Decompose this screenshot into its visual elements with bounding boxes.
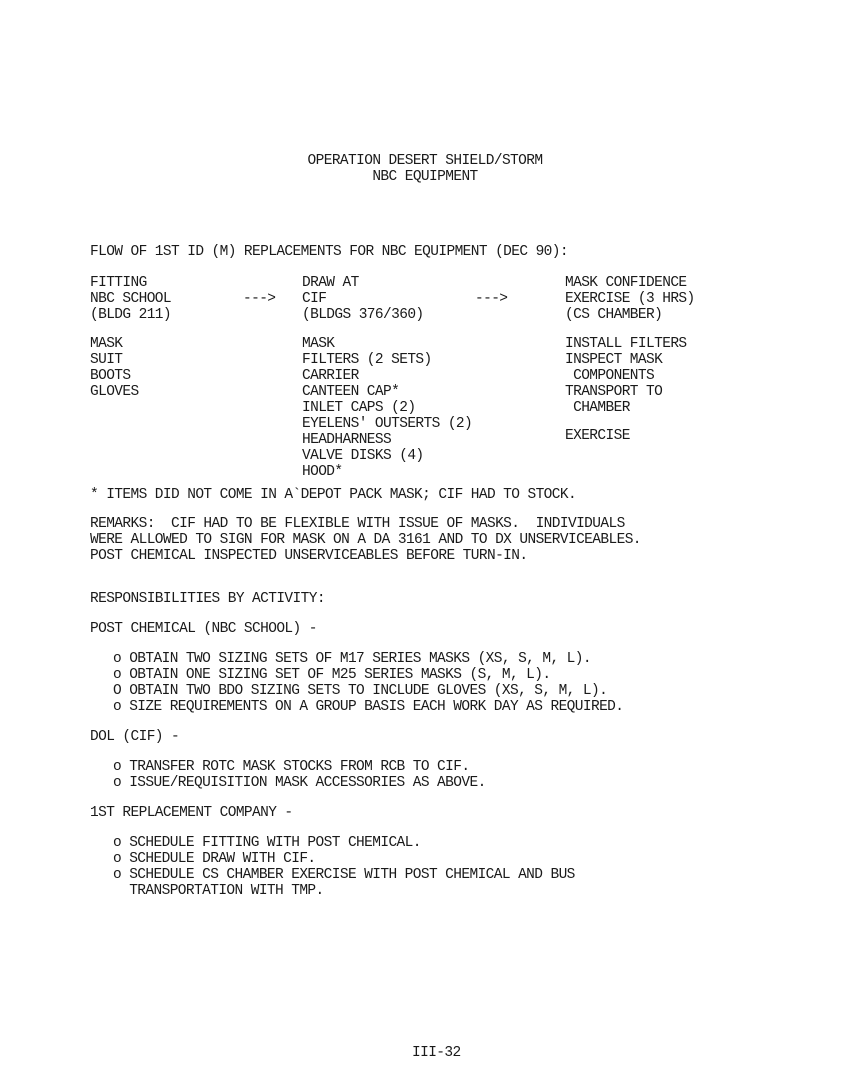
list-item: EYELENS' OUTSERTS (2) (302, 415, 473, 433)
list-item: MASK (302, 335, 335, 353)
flow-col3-line: (CS CHAMBER) (565, 306, 663, 324)
list-item: o SIZE REQUIREMENTS ON A GROUP BASIS EACH WORK DAY AS REQUIRED. (113, 698, 624, 716)
list-item: TRANSPORT TO (565, 383, 663, 401)
remarks-line: REMARKS: CIF HAD TO BE FLEXIBLE WITH ISSUE OF MASKS. INDIVIDUALS (90, 515, 625, 533)
flow-col3-line: MASK CONFIDENCE (565, 274, 687, 292)
flow-arrow-2: ---> (475, 290, 508, 308)
flow-arrow-1: ---> (243, 290, 276, 308)
flow-col2-line: DRAW AT (302, 274, 359, 292)
list-item: INSTALL FILTERS (565, 335, 687, 353)
list-item: SUIT (90, 351, 123, 369)
list-item: BOOTS (90, 367, 131, 385)
remarks-line: POST CHEMICAL INSPECTED UNSERVICEABLES BEFORE TURN-IN. (90, 547, 528, 565)
doc-subtitle: NBC EQUIPMENT (372, 168, 478, 186)
remarks-line: WERE ALLOWED TO SIGN FOR MASK ON A DA 3161 AND TO DX UNSERVICEABLES. (90, 531, 641, 549)
list-item: CHAMBER (565, 399, 630, 417)
list-item: INLET CAPS (2) (302, 399, 416, 417)
list-item: o TRANSFER ROTC MASK STOCKS FROM RCB TO CIF. (113, 758, 470, 776)
list-item: INSPECT MASK (565, 351, 663, 369)
flow-col1-line: FITTING (90, 274, 147, 292)
list-item: EXERCISE (565, 427, 630, 445)
doc-title: OPERATION DESERT SHIELD/STORM (307, 152, 543, 170)
list-item: o SCHEDULE DRAW WITH CIF. (113, 850, 316, 868)
list-item: o ISSUE/REQUISITION MASK ACCESSORIES AS ABOVE. (113, 774, 486, 792)
list-item: o OBTAIN TWO SIZING SETS OF M17 SERIES MASKS (XS, S, M, L). (113, 650, 591, 668)
list-item: O OBTAIN TWO BDO SIZING SETS TO INCLUDE GLOVES (XS, S, M, L). (113, 682, 608, 700)
page-number: III-32 (412, 1044, 461, 1062)
flow-heading: FLOW OF 1ST ID (M) REPLACEMENTS FOR NBC EQUIPMENT (DEC 90): (90, 243, 568, 261)
flow-col2-line: (BLDGS 376/360) (302, 306, 424, 324)
flow-col1-line: NBC SCHOOL (90, 290, 172, 308)
list-item: HOOD* (302, 463, 343, 481)
flow-col3-line: EXERCISE (3 HRS) (565, 290, 695, 308)
list-item: CARRIER (302, 367, 359, 385)
list-item: o OBTAIN ONE SIZING SET OF M25 SERIES MASKS (S, M, L). (113, 666, 551, 684)
list-item: TRANSPORTATION WITH TMP. (113, 882, 324, 900)
list-item: GLOVES (90, 383, 139, 401)
section-heading: DOL (CIF) - (90, 728, 180, 746)
list-item: o SCHEDULE CS CHAMBER EXERCISE WITH POST CHEMICAL AND BUS (113, 866, 575, 884)
section-heading: POST CHEMICAL (NBC SCHOOL) - (90, 620, 317, 638)
section-heading: 1ST REPLACEMENT COMPANY - (90, 804, 293, 822)
list-item: CANTEEN CAP* (302, 383, 400, 401)
list-item: VALVE DISKS (4) (302, 447, 424, 465)
responsibilities-heading: RESPONSIBILITIES BY ACTIVITY: (90, 590, 325, 608)
flow-col1-line: (BLDG 211) (90, 306, 172, 324)
list-item: MASK (90, 335, 123, 353)
flow-col2-line: CIF (302, 290, 327, 308)
list-item: o SCHEDULE FITTING WITH POST CHEMICAL. (113, 834, 421, 852)
list-item: FILTERS (2 SETS) (302, 351, 432, 369)
footnote: * ITEMS DID NOT COME IN A`DEPOT PACK MASK; CIF HAD TO STOCK. (90, 486, 577, 504)
list-item: HEADHARNESS (302, 431, 392, 449)
list-item: COMPONENTS (565, 367, 655, 385)
